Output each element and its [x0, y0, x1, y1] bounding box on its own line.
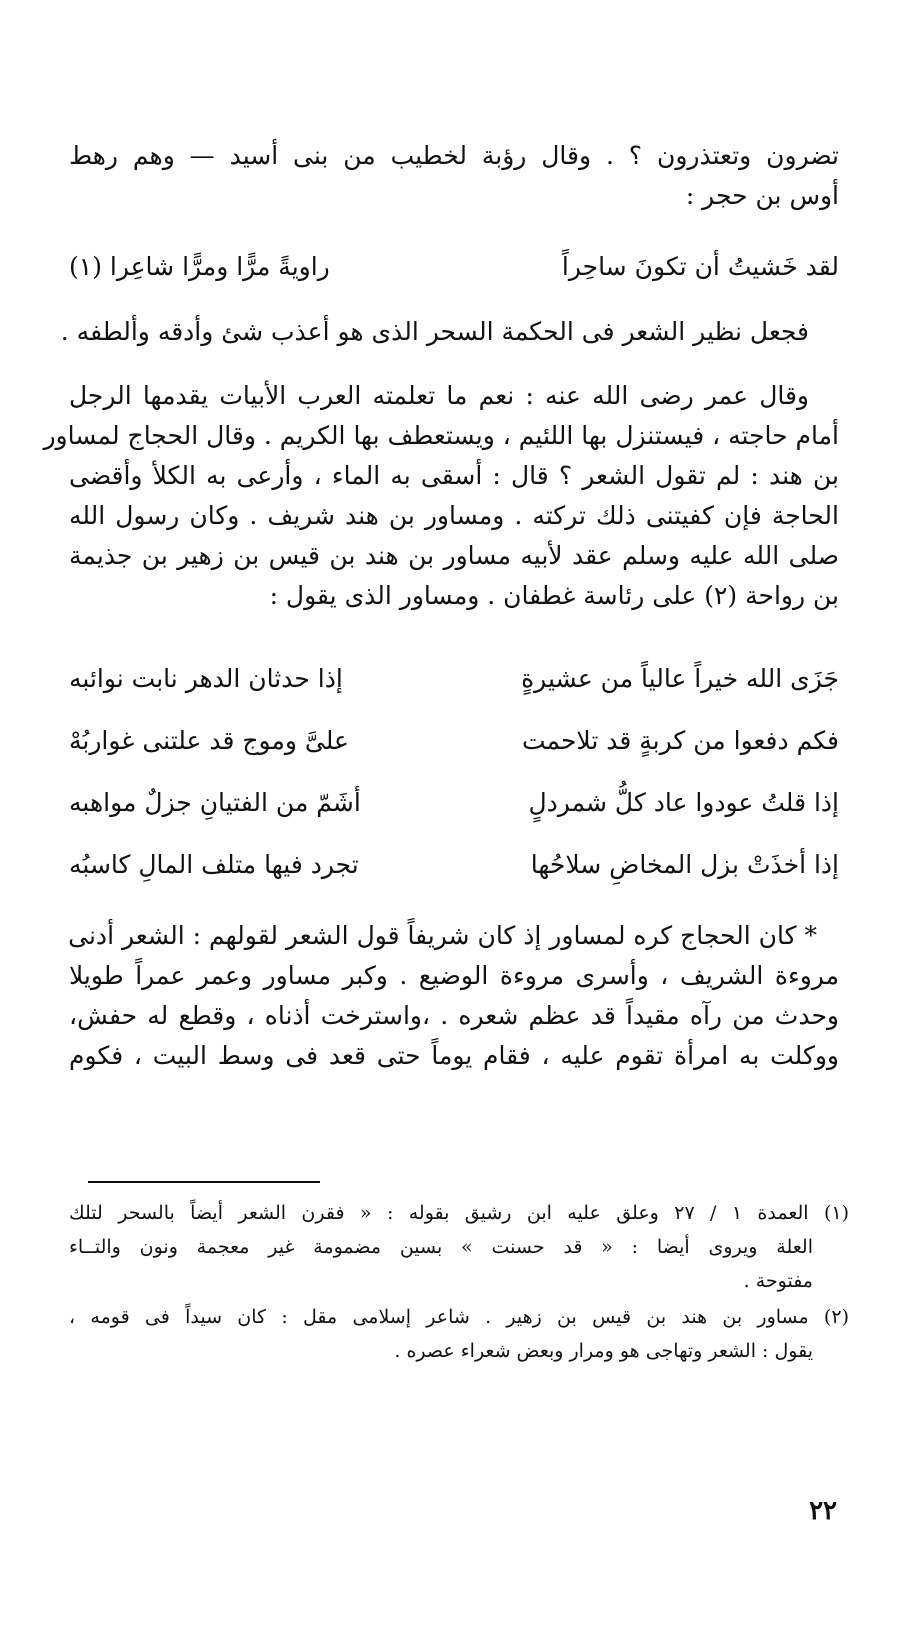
- verse-1-first-hemistich: لقد خَشيتُ أن تكونَ ساحِراً: [561, 252, 839, 281]
- poem-verse-3-first: إذا قلتُ عودوا عاد كلُّ شمردلٍ: [528, 788, 839, 817]
- para2-line-4: ووكلت به امرأة تقوم عليه ، فقام يوماً حتى قعد فى وسط البيت ، فكوم: [69, 1041, 839, 1070]
- intro-line-2: أوس بن حجر :: [685, 181, 839, 210]
- poem-verse-2: [69, 726, 839, 760]
- poem-verse-1: [69, 664, 839, 698]
- para1-line-1: وقال عمر رضى الله عنه : نعم ما تعلمته العرب الأبيات يقدمها الرجل: [69, 381, 809, 410]
- poem-verse-2-first: فكم دفعوا من كربةٍ قد تلاحمت: [521, 726, 839, 755]
- para2-line-3: وحدث من رآه مقيداً قد عظم شعره . ،واسترخت أذناه ، وقطع له حفش،: [69, 1001, 839, 1030]
- para2-line-1: * كان الحجاج كره لمساور إذ كان شريفاً قول الشعر لقولهم : الشعر أدنى: [68, 921, 817, 950]
- para1-line-4: الحاجة فإن كفيتنى ذلك تركته . ومساور بن هند شريف . وكان رسول الله: [69, 501, 839, 530]
- poem-verse-1-second: إذا حدثان الدهر نابت نوائبه: [69, 664, 343, 693]
- poem-verse-1-first: جَزَى الله خيراً عالياً من عشيرةٍ: [521, 664, 839, 693]
- comment-line: فجعل نظير الشعر فى الحكمة السحر الذى هو أعذب شئ وأدقه وألطفه .: [60, 317, 809, 346]
- page-number: ٢٢: [809, 1496, 837, 1526]
- poem-verse-4-first: إذا أخذَتْ بزل المخاضِ سلاحُها: [530, 850, 839, 879]
- poem-verse-4-second: تجرد فيها متلف المالِ كاسبُه: [69, 850, 359, 879]
- para1-line-6: بن رواحة (٢) على رئاسة غطفان . ومساور الذى يقول :: [269, 581, 839, 610]
- para1-line-5: صلى الله عليه وسلم عقد لأبيه مساور بن هند بن قيس بن زهير بن جذيمة: [69, 541, 839, 570]
- poem-verse-4: [69, 850, 839, 884]
- para1-line-2: أمام حاجته ، فيستنزل بها اللئيم ، ويستعطف بها الكريم . وقال الحجاج لمساور: [43, 421, 839, 450]
- para2-line-2: مروءة الشريف ، وأسرى مروءة الوضيع . وكبر مساور وعمر عمراً طويلا: [69, 961, 839, 990]
- verse-1: [69, 252, 839, 286]
- footnote-2-line-1: (٢) مساور بن هند بن قيس بن زهير . شاعر إسلامى مقل : كان سيداً فى قومه ،: [69, 1306, 849, 1328]
- para1-line-3: بن هند : لم تقول الشعر ؟ قال : أسقى به الماء ، وأرعى به الكلأ وأقضى: [69, 461, 839, 490]
- footnote-separator: [88, 1181, 320, 1183]
- footnote-2-line-2: يقول : الشعر وتهاجى هو ومرار وبعض شعراء عصره .: [394, 1340, 813, 1362]
- verse-1-second-hemistich: راويةً مرًّا ومرًّا شاعِرا (١): [69, 252, 330, 281]
- intro-line-1: تضرون وتعتذرون ؟ . وقال رؤبة لخطيب من بنى أسيد — وهم رهط: [69, 141, 839, 170]
- footnote-1-line-1: (١) العمدة ١ / ٢٧ وعلق عليه ابن رشيق بقوله : « فقرن الشعر أيضاً بالسحر لتلك: [69, 1202, 850, 1224]
- poem-verse-3-second: أشَمّ من الفتيانِ جزلٌ مواهبه: [69, 788, 361, 817]
- poem-verse-3: [69, 788, 839, 822]
- poem-verse-2-second: علىَّ وموج قد علتنى غواربُهْ: [69, 726, 349, 755]
- footnote-1-line-3: مفتوحة .: [743, 1270, 813, 1292]
- footnote-1-line-2: العلة ويروى أيضا : « قد حسنت » بسين مضمومة غير معجمة ونون والتــاء: [69, 1236, 813, 1258]
